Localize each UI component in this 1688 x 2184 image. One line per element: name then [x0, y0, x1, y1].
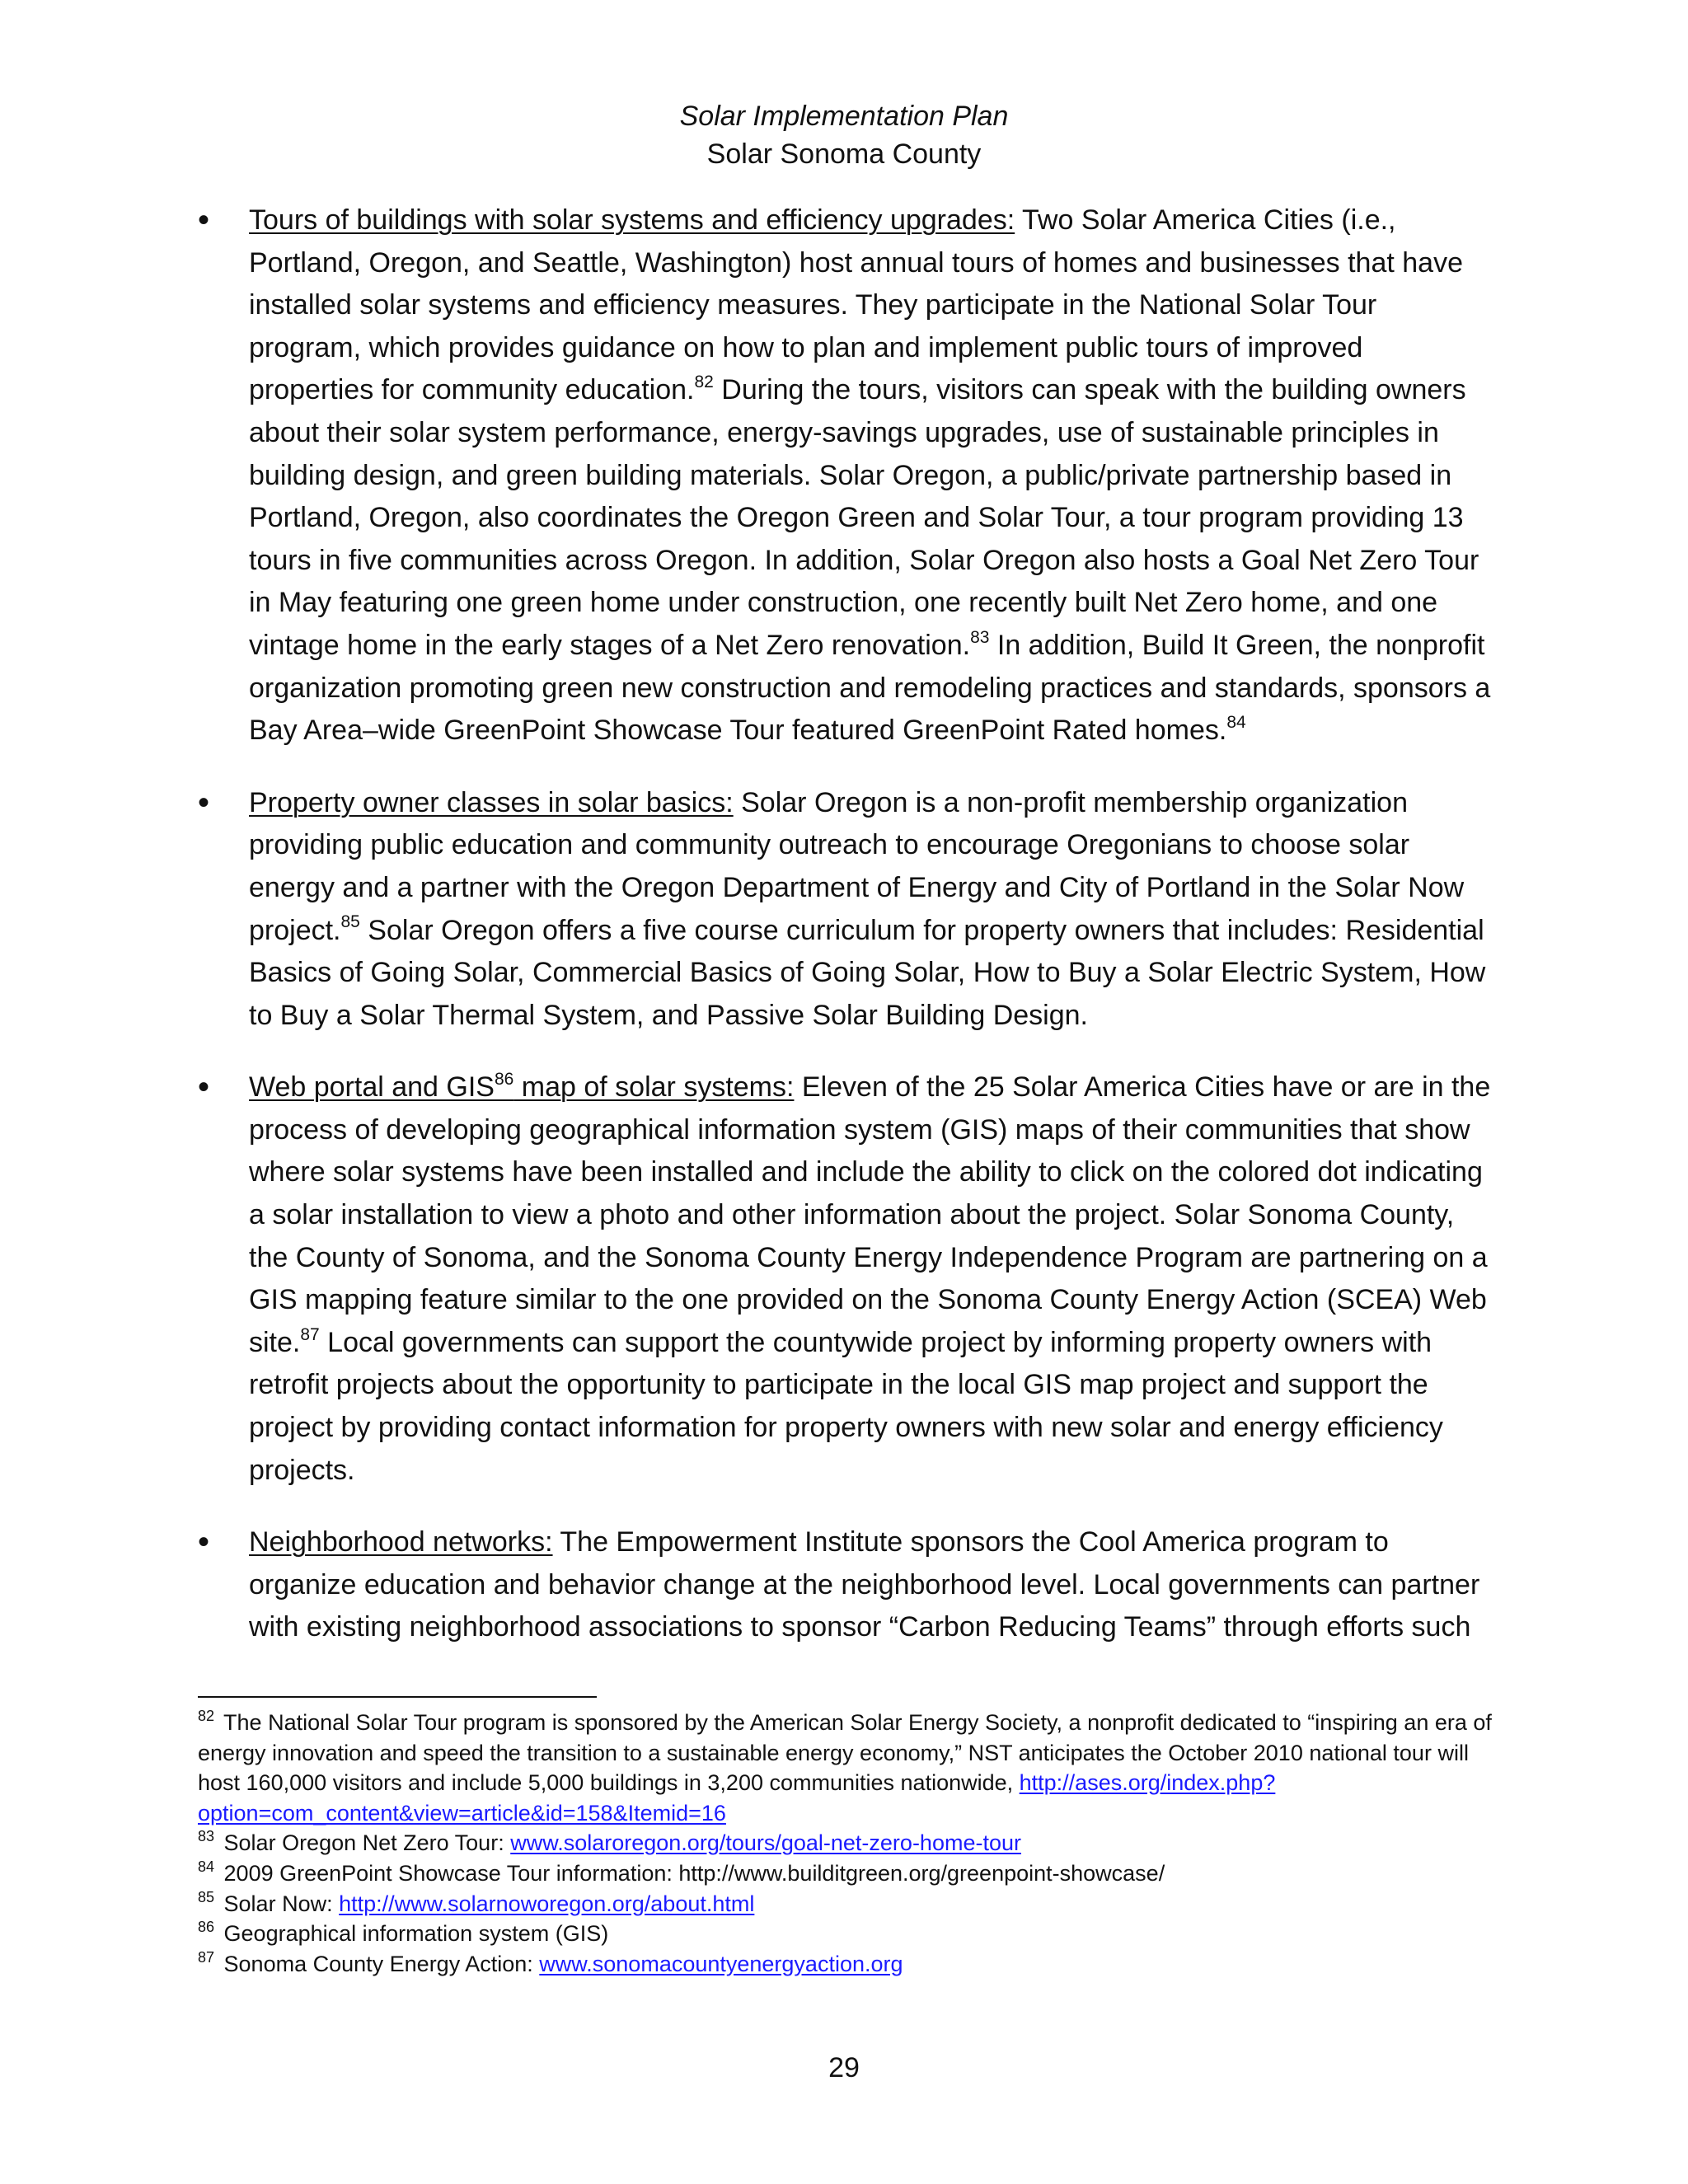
bullet-icon	[198, 199, 209, 244]
footnote-link[interactable]: http://www.solarnoworegon.org/about.html	[339, 1891, 755, 1916]
bullet-text: During the tours, visitors can speak with the building owners about their solar system performance, energy-savings upgrades, use of sustainable principles in building design, and green building materials. Solar Oregon, a public/private partnership based in Portland, Oregon, also coordinates the Oregon Green and Solar Tour, a tour program providing 13 tours in five communities across Oregon. In addition, Solar Oregon also hosts a Goal Net Zero Tour in May featuring one green home under construction, one recently built Net Zero home, and one vintage home in the early stages of a Net Zero renovation.	[249, 374, 1479, 661]
bullet-icon	[198, 1066, 209, 1111]
bullet-icon	[198, 782, 209, 827]
footnote-number: 85	[198, 1888, 215, 1905]
footnote-ref: 87	[300, 1324, 320, 1344]
bullet-text: The Empowerment Institute sponsors the Cool America program to organize education and behavior change at the neighborhood level. Local governments can partner with existing neighborhood associations to sponsor “Carbon Reducing Teams” through efforts such	[249, 1526, 1480, 1643]
footnote-number: 87	[198, 1948, 215, 1966]
footnote-83	[198, 1828, 1492, 1858]
bullet-lead-part: map of solar systems:	[513, 1071, 795, 1104]
bullet-text: Solar Oregon is a non-profit membership organization providing public education and community outreach to encourage Oregonians to choose solar energy and a partner with the Oregon Department of Energy and City of Portland in the Solar Now project.	[249, 786, 1465, 946]
footnote-link[interactable]: http://ases.org/index.php?option=com_content&view=article&id=158&Itemid=16	[198, 1770, 1276, 1825]
bullet-lead: Property owner classes in solar basics:	[249, 786, 734, 818]
footnote-number: 82	[198, 1708, 215, 1724]
page-header	[0, 97, 1688, 173]
bullet-lead-part: Web portal and GIS	[249, 1071, 495, 1104]
bullet-item-solar-tours	[198, 199, 1492, 752]
footnote-divider	[198, 1696, 597, 1698]
footnote-ref: 86	[494, 1069, 514, 1089]
footnote-82	[198, 1708, 1492, 1828]
footnote-text: The National Solar Tour program is sponsored by the American Solar Energy Society, a nonprofit dedicated to “inspiring an era of energy innovation and speed the transition to a sustainable energy economy,” NST anticipates the October 2010 national tour will host 160,000 visitors and include 5,000 buildings in 3,200 communities nationwide,	[198, 1710, 1492, 1796]
footnote-text: Solar Oregon Net Zero Tour:	[218, 1830, 511, 1856]
footnote-number: 84	[198, 1858, 215, 1875]
page-number: 29	[828, 2052, 860, 2083]
footnote-86	[198, 1919, 1492, 1949]
bullet-icon	[198, 1521, 209, 1566]
footnote-ref: 84	[1226, 712, 1246, 732]
bullet-item-owner-classes	[198, 782, 1492, 1038]
footnotes	[198, 1708, 1492, 1979]
bullet-item-web-portal-gis	[198, 1066, 1492, 1492]
bullet-lead	[249, 1071, 794, 1103]
footnote-number: 86	[198, 1919, 215, 1936]
bullet-text: Eleven of the 25 Solar America Cities have or are in the process of developing geographical information system (GIS) maps of their communities that show where solar systems have been installed and include the ability to click on the colored dot indicating a solar installation to view a photo and other information about the project. Solar Sonoma County, the County of Sonoma, and the Sonoma County Energy Independence Program are partnering on a GIS mapping feature similar to the one provided on the Sonoma County Energy Action (SCEA) Web site.	[249, 1071, 1491, 1358]
footnote-87	[198, 1949, 1492, 1980]
footnote-84	[198, 1858, 1492, 1889]
footnote-text: Geographical information system (GIS)	[218, 1921, 609, 1947]
document-title: Solar Implementation Plan	[679, 101, 1009, 132]
footnote-text: Sonoma County Energy Action:	[218, 1951, 540, 1976]
bullet-text: In addition, Build It Green, the nonprofit organization promoting green new construction and remodeling practices and standards, sponsors a Bay Area–wide GreenPoint Showcase Tour featured GreenPoint Rated homes.	[249, 629, 1491, 747]
body-text	[198, 199, 1492, 1679]
footnote-85	[198, 1889, 1492, 1919]
bullet-item-neighborhood-networks	[198, 1521, 1492, 1649]
footnote-link[interactable]: www.solaroregon.org/tours/goal-net-zero-home-tour	[510, 1830, 1021, 1856]
footnote-number: 83	[198, 1828, 215, 1845]
bullet-text: Solar Oregon offers a five course curriculum for property owners that includes: Residential Basics of Going Solar, Commercial Basics of Going Solar, How to Buy a Solar Electric System, How to Buy a Solar Thermal System, and Passive Solar Building Design.	[249, 914, 1486, 1031]
footnote-ref: 83	[970, 627, 990, 647]
footnote-ref: 85	[340, 912, 360, 932]
footnote-link[interactable]: www.sonomacountyenergyaction.org	[539, 1951, 903, 1976]
bullet-text: Local governments can support the countywide project by informing property owners with retrofit projects about the opportunity to participate in the local GIS map project and support the project by providing contact information for property owners with new solar and energy efficiency projects.	[249, 1326, 1443, 1486]
footnote-ref: 82	[694, 373, 714, 392]
bullet-lead: Neighborhood networks:	[249, 1526, 553, 1558]
footnote-text: Solar Now:	[218, 1891, 340, 1916]
footnote-text: 2009 GreenPoint Showcase Tour information: http://www.builditgreen.org/greenpoint-showcase/	[218, 1860, 1165, 1886]
bullet-lead: Tours of buildings with solar systems and efficiency upgrades:	[249, 204, 1015, 236]
bullet-text: Two Solar America Cities (i.e., Portland, Oregon, and Seattle, Washington) host annual tours of homes and businesses that have installed solar systems and efficiency measures. They participate in the National Solar Tour program, which provides guidance on how to plan and implement public tours of improved properties for community education.	[249, 204, 1463, 406]
document-subtitle: Solar Sonoma County	[706, 138, 982, 170]
